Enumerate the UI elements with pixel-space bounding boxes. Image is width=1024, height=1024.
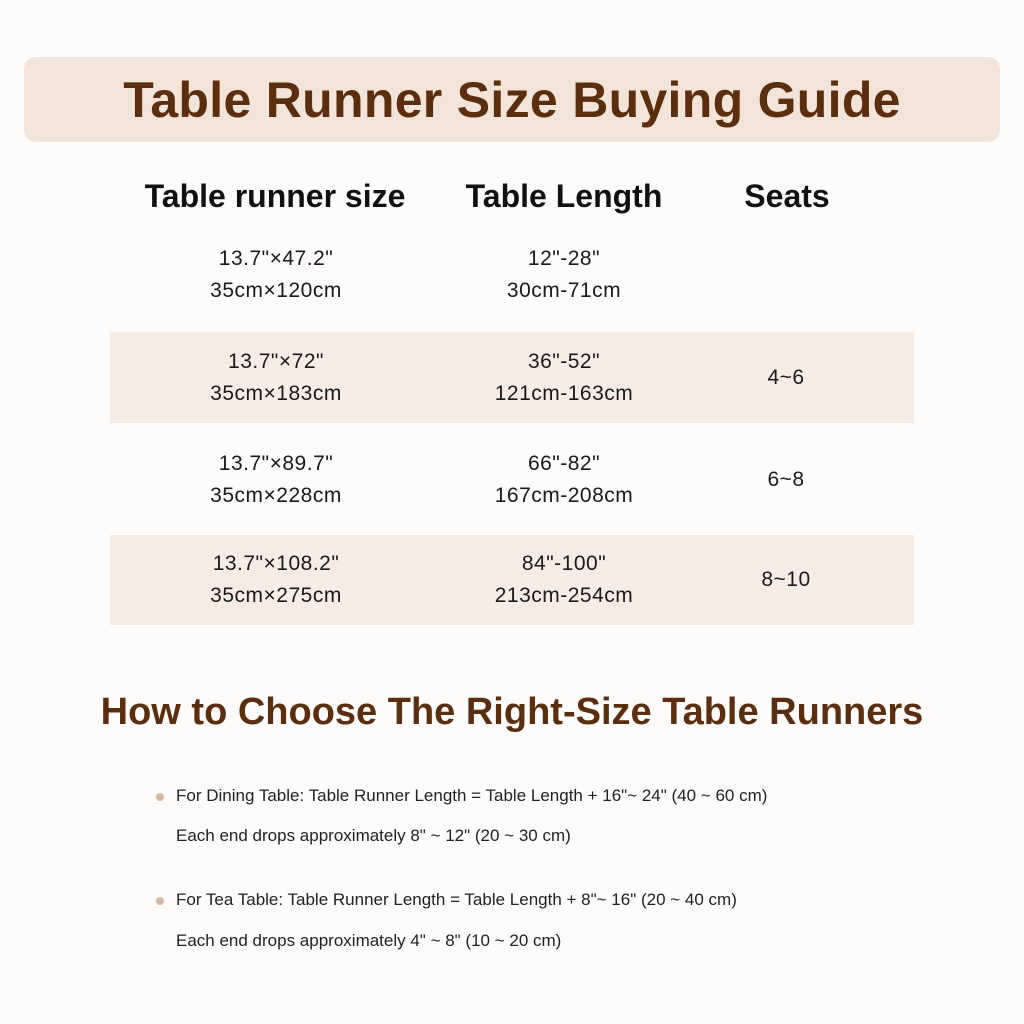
table-row-3-length [495,448,634,512]
section-title: How to Choose The Right-Size Table Runners [100,691,924,733]
length-cm: 213cm-254cm [494,584,634,607]
tip-2-formula: For Tea Table: Table Runner Length = Table Length + 8"~ 16" (20 ~ 40 cm) [176,890,737,909]
tip-1-formula: For Dining Table: Table Runner Length = Table Length + 16"~ 24" (40 ~ 60 cm) [176,786,768,805]
size-cm: 35cm×228cm [210,484,342,507]
bullet-dot-icon [156,897,164,905]
tip-2-drop: Each end drops approximately 4" ~ 8" (10 ~ 20 cm) [176,931,562,950]
table-row-4-seats: 8~10 [761,568,811,591]
length-cm: 121cm-163cm [494,382,634,405]
length-inches: 12"-28" [527,247,601,270]
length-cm: 30cm-71cm [506,279,622,302]
size-cm: 35cm×183cm [210,382,342,405]
size-inches: 13.7"×108.2" [212,552,340,575]
header-table-length: Table Length [465,178,663,214]
size-inches: 13.7"×89.7" [218,452,334,475]
title-banner [24,57,1000,142]
table-row-1-size [210,243,342,307]
table-row-3-size [210,448,342,512]
size-cm: 35cm×120cm [210,279,342,302]
length-inches: 84"-100" [521,552,607,575]
table-row-2-seats: 4~6 [767,366,805,389]
size-inches: 13.7"×72" [228,350,324,373]
length-cm: 167cm-208cm [494,484,634,507]
tip-1-drop: Each end drops approximately 8" ~ 12" (20 ~ 30 cm) [176,826,571,845]
size-cm: 35cm×275cm [210,584,342,607]
table-row-4-size [210,548,342,612]
length-inches: 66"-82" [527,452,601,475]
header-seats: Seats [744,178,830,214]
table-row-1-length [507,243,621,307]
length-inches: 36"-52" [527,350,601,373]
size-inches: 13.7"×47.2" [218,247,334,270]
page-title: Table Runner Size Buying Guide [123,71,901,128]
table-row-2-size [210,346,342,410]
bullet-dot-icon [156,793,164,801]
table-row-3-seats: 6~8 [767,468,805,491]
table-row-2-length [495,346,634,410]
table-row-4-length [495,548,634,612]
header-table-runner-size: Table runner size [144,178,406,214]
